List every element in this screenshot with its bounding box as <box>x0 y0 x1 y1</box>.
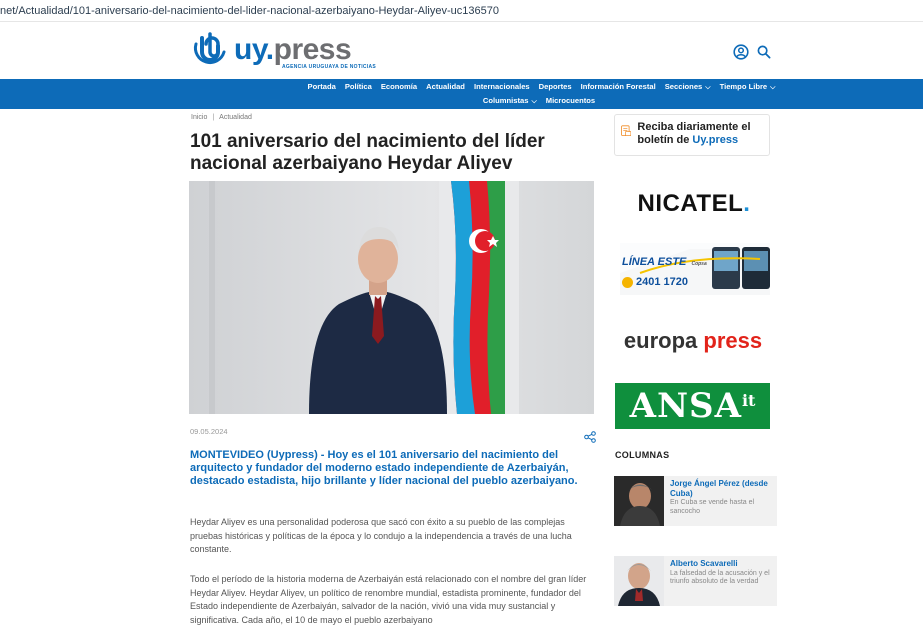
share-icon[interactable] <box>584 431 596 443</box>
ad-ansa-text: ANSA <box>629 386 742 426</box>
breadcrumb-home[interactable]: Inicio <box>191 114 208 121</box>
address-bar[interactable] <box>0 0 923 22</box>
uypress-logo-icon <box>190 30 230 70</box>
ad-europa-text: europa <box>623 328 698 353</box>
ad-nicatel[interactable] <box>624 189 764 219</box>
nav-internacionales[interactable]: Internacionales <box>473 82 530 91</box>
ad-ansa-it: it <box>741 391 756 410</box>
url-text: net/Actualidad/101-aniversario-del-nacimiento-del-lider-nacional-azerbaiyano-Heydar-Aliyev-uc136570 <box>0 5 499 17</box>
nav-tiempo-libre-label: Tiempo Libre <box>719 82 768 91</box>
article-hero-image <box>189 181 594 414</box>
phone-icon <box>622 277 633 288</box>
chevron-down-icon: ⌵ <box>705 84 711 91</box>
article-date: 09.05.2024 <box>190 427 228 436</box>
ad-europa-press[interactable] <box>618 326 768 356</box>
columnist-desc: En Cuba se vende hasta el sancocho <box>670 499 755 515</box>
site-header <box>0 22 923 78</box>
nav-deportes[interactable]: Deportes <box>538 82 572 91</box>
newsletter-icon <box>621 121 631 141</box>
nav-politica[interactable]: Política <box>344 82 372 91</box>
ad-linea-este[interactable] <box>620 243 770 295</box>
nav-columnistas-label: Columnistas <box>482 96 529 105</box>
search-icon[interactable] <box>757 45 771 59</box>
user-icon[interactable] <box>733 44 749 60</box>
columnist-name: Alberto Scavarelli <box>670 559 738 568</box>
columnist-photo <box>614 476 664 526</box>
nav-secciones-label: Secciones <box>664 82 703 91</box>
article-lead: MONTEVIDEO (Uypress) - Hoy es el 101 aniversario del nacimiento del arquitecto y fundador del moderno estado independiente de Azerbaiyán, destacado estadista, hijo brillante y líder nacional del pueblo azerbaiyano. <box>190 449 578 487</box>
ad-nicatel-text: NICATEL <box>637 190 744 217</box>
article-paragraph: Todo el período de la historia moderna de Azerbaiyán está relacionado con el nombre del gran líder Heydar Aliyev. Heydar Aliyev, un político de renombre mundial, estadista prominente, fundador del Estado independiente de Azerbaiyán, salvador de la nación, vivió una vida muy sustancial y significativa. Cada año, el 10 de mayo el pueblo azerbaiyano <box>190 574 587 625</box>
nav-economia[interactable]: Economía <box>380 82 418 91</box>
nav-microcuentos[interactable]: Microcuentos <box>545 96 596 105</box>
article-title: 101 aniversario del nacimiento del líder nacional azerbaiyano Heydar Aliyev <box>190 131 545 174</box>
nav-secciones[interactable] <box>665 82 711 92</box>
ad-ansa[interactable] <box>615 383 770 429</box>
nav-informacion-forestal[interactable]: Información Forestal <box>580 82 656 91</box>
site-logo[interactable] <box>190 30 376 70</box>
chevron-down-icon: ⌵ <box>770 84 776 91</box>
ad-linea-text: LÍNEA ESTE <box>622 256 687 268</box>
columnas-heading: COLUMNAS <box>615 450 670 460</box>
brand-tagline: AGENCIA URUGUAYA DE NOTICIAS <box>282 64 377 70</box>
main-nav <box>0 79 923 109</box>
article-paragraph: Heydar Aliyev es una personalidad poderosa que sacó con éxito a su pueblo de las complejas pruebas históricas y políticas de la época y lo condujo a la independencia a través de una lucha constante. <box>190 517 572 554</box>
columnist-photo <box>614 556 664 606</box>
ad-linea-copsa: Copsa <box>691 261 707 267</box>
columnist-desc: La falsedad de la acusación y el triunfo absoluto de la verdad <box>670 569 770 585</box>
newsletter-brand: Uy.press <box>692 134 739 146</box>
nav-actualidad[interactable]: Actualidad <box>426 82 465 91</box>
brand-main: uy. <box>234 33 274 66</box>
nav-columnistas[interactable] <box>483 96 537 106</box>
nav-portada[interactable]: Portada <box>307 82 336 91</box>
breadcrumb-section[interactable]: Actualidad <box>219 114 252 121</box>
columnist-name: Jorge Ángel Pérez (desde Cuba) <box>670 479 768 498</box>
ad-nicatel-dot: . <box>743 190 751 217</box>
chevron-down-icon: ⌵ <box>531 98 537 105</box>
breadcrumb: Inicio | Actualidad <box>191 114 252 121</box>
ad-linea-phone: 2401 1720 <box>636 276 688 288</box>
newsletter-text: Reciba diariamente el boletín de <box>637 121 751 146</box>
ad-europa-press-text: press <box>703 328 763 353</box>
newsletter-box[interactable] <box>614 114 770 156</box>
nav-tiempo-libre[interactable] <box>720 82 776 92</box>
brand-sub: press <box>273 33 352 66</box>
columnist-card[interactable] <box>614 556 777 606</box>
columnist-card[interactable] <box>614 476 777 526</box>
portrait-illustration <box>189 181 594 414</box>
